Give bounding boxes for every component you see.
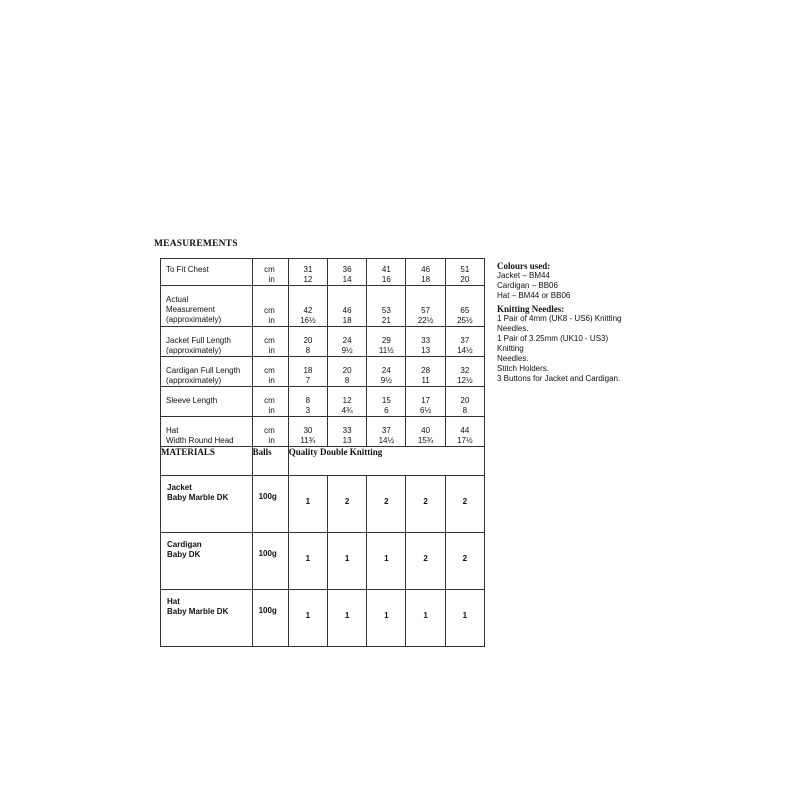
size-value: 20 xyxy=(303,336,313,345)
size-value-cell xyxy=(406,357,445,387)
size-value: 21 xyxy=(381,316,391,325)
size-value-cell xyxy=(328,327,367,357)
size-value: 37 xyxy=(381,426,391,435)
needles-title: Knitting Needles: xyxy=(497,304,565,314)
materials-title: MATERIALS xyxy=(161,447,253,476)
size-value-cell xyxy=(406,417,445,447)
unit-label: in xyxy=(268,406,275,415)
size-value-cell xyxy=(328,259,367,286)
size-value: 12 xyxy=(303,275,313,284)
size-value: 33 xyxy=(421,336,431,345)
needle-line: Needles. xyxy=(497,324,529,333)
size-value: 12 xyxy=(342,396,352,405)
needle-line: Needles. xyxy=(497,354,529,363)
size-value: 11 xyxy=(421,376,430,385)
size-value: 65 xyxy=(460,306,470,315)
size-value: 28 xyxy=(421,366,431,375)
quality-label: Quality Double Knitting xyxy=(288,447,484,476)
ball-quantity: 1 xyxy=(288,590,327,647)
needle-line: 1 Pair of 4mm (UK8 - US6) Knitting xyxy=(497,314,622,323)
colours-title: Colours used: xyxy=(497,261,551,271)
size-value: 8 xyxy=(305,396,311,405)
materials-notes xyxy=(497,261,637,384)
size-value: 11¾ xyxy=(300,436,316,445)
ball-weight: 100g xyxy=(252,590,288,647)
size-value: 11½ xyxy=(378,346,394,355)
size-value-cell xyxy=(406,259,445,286)
measurements-table xyxy=(160,258,485,647)
unit-label: cm xyxy=(264,306,275,315)
ball-quantity: 1 xyxy=(406,590,445,647)
needle-line: 1 Pair of 3.25mm (UK10 - US3) Knitting xyxy=(497,334,609,353)
measurement-label xyxy=(161,259,253,286)
size-value: 33 xyxy=(342,426,352,435)
ball-quantity: 1 xyxy=(367,533,406,590)
unit-label: in xyxy=(268,275,275,284)
unit-label: in xyxy=(268,436,275,445)
measurement-label xyxy=(161,387,253,417)
measurement-label-line: (approximately) xyxy=(166,315,222,324)
size-value: 29 xyxy=(381,336,391,345)
size-value: 7 xyxy=(305,376,311,385)
size-value: 16 xyxy=(381,275,391,284)
size-value: 18 xyxy=(421,275,431,284)
size-value: 46 xyxy=(421,265,431,274)
unit-cell xyxy=(252,259,288,286)
size-value: 8 xyxy=(344,376,350,385)
size-value: 24 xyxy=(381,366,391,375)
size-value-cell xyxy=(328,286,367,327)
size-value-cell xyxy=(445,387,484,417)
size-value: 6 xyxy=(384,406,389,415)
size-value: 12½ xyxy=(457,376,473,385)
measurement-label-line: Sleeve Length xyxy=(166,396,218,405)
ball-quantity: 2 xyxy=(445,476,484,533)
ball-weight: 100g xyxy=(252,476,288,533)
unit-cell xyxy=(252,357,288,387)
measurement-label-line: Measurement xyxy=(166,305,215,314)
ball-quantity: 2 xyxy=(328,476,367,533)
measurement-label-line: (approximately) xyxy=(166,346,222,355)
size-value: 20 xyxy=(460,275,470,284)
size-value-cell xyxy=(367,357,406,387)
unit-label: cm xyxy=(264,396,275,405)
ball-quantity: 2 xyxy=(445,533,484,590)
unit-cell xyxy=(252,417,288,447)
size-value-cell xyxy=(445,417,484,447)
size-value: 44 xyxy=(460,426,470,435)
material-row xyxy=(161,590,485,647)
size-value: 41 xyxy=(381,265,391,274)
size-value: 8 xyxy=(305,346,311,355)
unit-label: cm xyxy=(264,265,275,274)
size-value-cell xyxy=(445,327,484,357)
size-value: 14½ xyxy=(378,436,395,445)
size-value: 9½ xyxy=(380,376,392,385)
size-value: 31 xyxy=(303,265,313,274)
size-value-cell xyxy=(367,387,406,417)
size-value-cell xyxy=(288,357,327,387)
unit-label: in xyxy=(268,376,275,385)
size-value: 53 xyxy=(381,306,391,315)
size-value: 16½ xyxy=(300,316,316,325)
measurement-label xyxy=(161,417,253,447)
size-value: 22½ xyxy=(417,316,434,325)
measurement-row xyxy=(161,387,485,417)
size-value: 36 xyxy=(342,265,352,274)
material-name-line: Jacket xyxy=(167,483,192,492)
size-value-cell xyxy=(328,387,367,417)
size-value: 9½ xyxy=(341,346,353,355)
measurement-label xyxy=(161,286,253,327)
ball-quantity: 1 xyxy=(328,590,367,647)
measurement-row xyxy=(161,286,485,327)
ball-quantity: 2 xyxy=(367,476,406,533)
size-value-cell xyxy=(406,286,445,327)
size-value-cell xyxy=(288,327,327,357)
measurement-label-line: To Fit Chest xyxy=(166,265,209,274)
size-value-cell xyxy=(406,387,445,417)
size-value: 40 xyxy=(421,426,431,435)
measurement-label-line: Actual xyxy=(166,295,189,304)
ball-quantity: 1 xyxy=(328,533,367,590)
material-name-line: Baby Marble DK xyxy=(167,493,229,502)
size-value: 13 xyxy=(421,346,431,355)
measurement-row xyxy=(161,357,485,387)
material-name-line: Baby Marble DK xyxy=(167,607,229,616)
material-name xyxy=(161,590,253,647)
size-value: 8 xyxy=(462,406,468,415)
needle-line: 3 Buttons for Jacket and Cardigan. xyxy=(497,374,621,383)
ball-quantity: 2 xyxy=(406,533,445,590)
ball-quantity: 2 xyxy=(406,476,445,533)
ball-quantity: 1 xyxy=(367,590,406,647)
size-value: 17 xyxy=(421,396,431,405)
size-value: 46 xyxy=(342,306,352,315)
material-name-line: Baby DK xyxy=(167,550,201,559)
measurement-label xyxy=(161,327,253,357)
measurement-label-line: (approximately) xyxy=(166,376,222,385)
size-value: 14½ xyxy=(457,346,473,355)
size-value-cell xyxy=(445,357,484,387)
size-value-cell xyxy=(328,357,367,387)
measurement-label-line: Cardigan Full Length xyxy=(166,366,241,375)
size-value: 17½ xyxy=(457,436,473,445)
size-value-cell xyxy=(367,327,406,357)
size-value: 3 xyxy=(305,406,311,415)
size-value-cell xyxy=(288,417,327,447)
size-value: 24 xyxy=(342,336,352,345)
size-value-cell xyxy=(367,417,406,447)
size-value: 15¾ xyxy=(417,436,434,445)
size-value: 37 xyxy=(460,336,470,345)
unit-label: in xyxy=(268,346,275,355)
size-value: 51 xyxy=(460,265,470,274)
size-value: 57 xyxy=(421,306,431,315)
unit-label: cm xyxy=(264,336,275,345)
measurement-label-line: Hat xyxy=(166,426,179,435)
material-name-line: Cardigan xyxy=(167,540,202,549)
size-value: 15 xyxy=(381,396,391,405)
measurement-row xyxy=(161,327,485,357)
size-value: 30 xyxy=(303,426,313,435)
size-value: 4¾ xyxy=(341,406,353,415)
measurement-label xyxy=(161,357,253,387)
unit-cell xyxy=(252,387,288,417)
unit-cell xyxy=(252,286,288,327)
size-value-cell xyxy=(445,286,484,327)
ball-weight: 100g xyxy=(252,533,288,590)
ball-quantity: 1 xyxy=(288,476,327,533)
size-value-cell xyxy=(288,259,327,286)
size-value: 18 xyxy=(342,316,352,325)
size-value-cell xyxy=(445,259,484,286)
size-value: 25½ xyxy=(457,316,473,325)
size-value-cell xyxy=(406,327,445,357)
colour-line: Hat – BM44 or BB06 xyxy=(497,291,571,300)
ball-quantity: 1 xyxy=(445,590,484,647)
size-value: 20 xyxy=(342,366,352,375)
material-row xyxy=(161,533,485,590)
size-value: 42 xyxy=(303,306,313,315)
ball-quantity: 1 xyxy=(288,533,327,590)
material-name xyxy=(161,476,253,533)
material-row xyxy=(161,476,485,533)
measurement-row xyxy=(161,417,485,447)
size-value: 18 xyxy=(303,366,313,375)
materials-header-row xyxy=(161,447,485,476)
colour-line: Jacket – BM44 xyxy=(497,271,550,280)
balls-label: Balls xyxy=(252,447,288,476)
measurement-label-line: Width Round Head xyxy=(166,436,234,445)
measurement-row xyxy=(161,259,485,286)
size-value: 6½ xyxy=(420,406,432,415)
size-value: 32 xyxy=(460,366,470,375)
needle-line: Stitch Holders. xyxy=(497,364,550,373)
size-value: 14 xyxy=(342,275,352,284)
material-name-line: Hat xyxy=(167,597,180,606)
size-value-cell xyxy=(367,286,406,327)
unit-label: in xyxy=(268,316,275,325)
measurement-label-line: Jacket Full Length xyxy=(166,336,231,345)
colour-line: Cardigan – BB06 xyxy=(497,281,558,290)
size-value-cell xyxy=(367,259,406,286)
unit-label: cm xyxy=(264,366,275,375)
unit-label: cm xyxy=(264,426,275,435)
size-value: 20 xyxy=(460,396,470,405)
size-value-cell xyxy=(288,387,327,417)
size-value-cell xyxy=(328,417,367,447)
measurements-heading: MEASUREMENTS xyxy=(154,239,238,249)
size-value: 13 xyxy=(342,436,352,445)
size-value-cell xyxy=(288,286,327,327)
unit-cell xyxy=(252,327,288,357)
material-name xyxy=(161,533,253,590)
